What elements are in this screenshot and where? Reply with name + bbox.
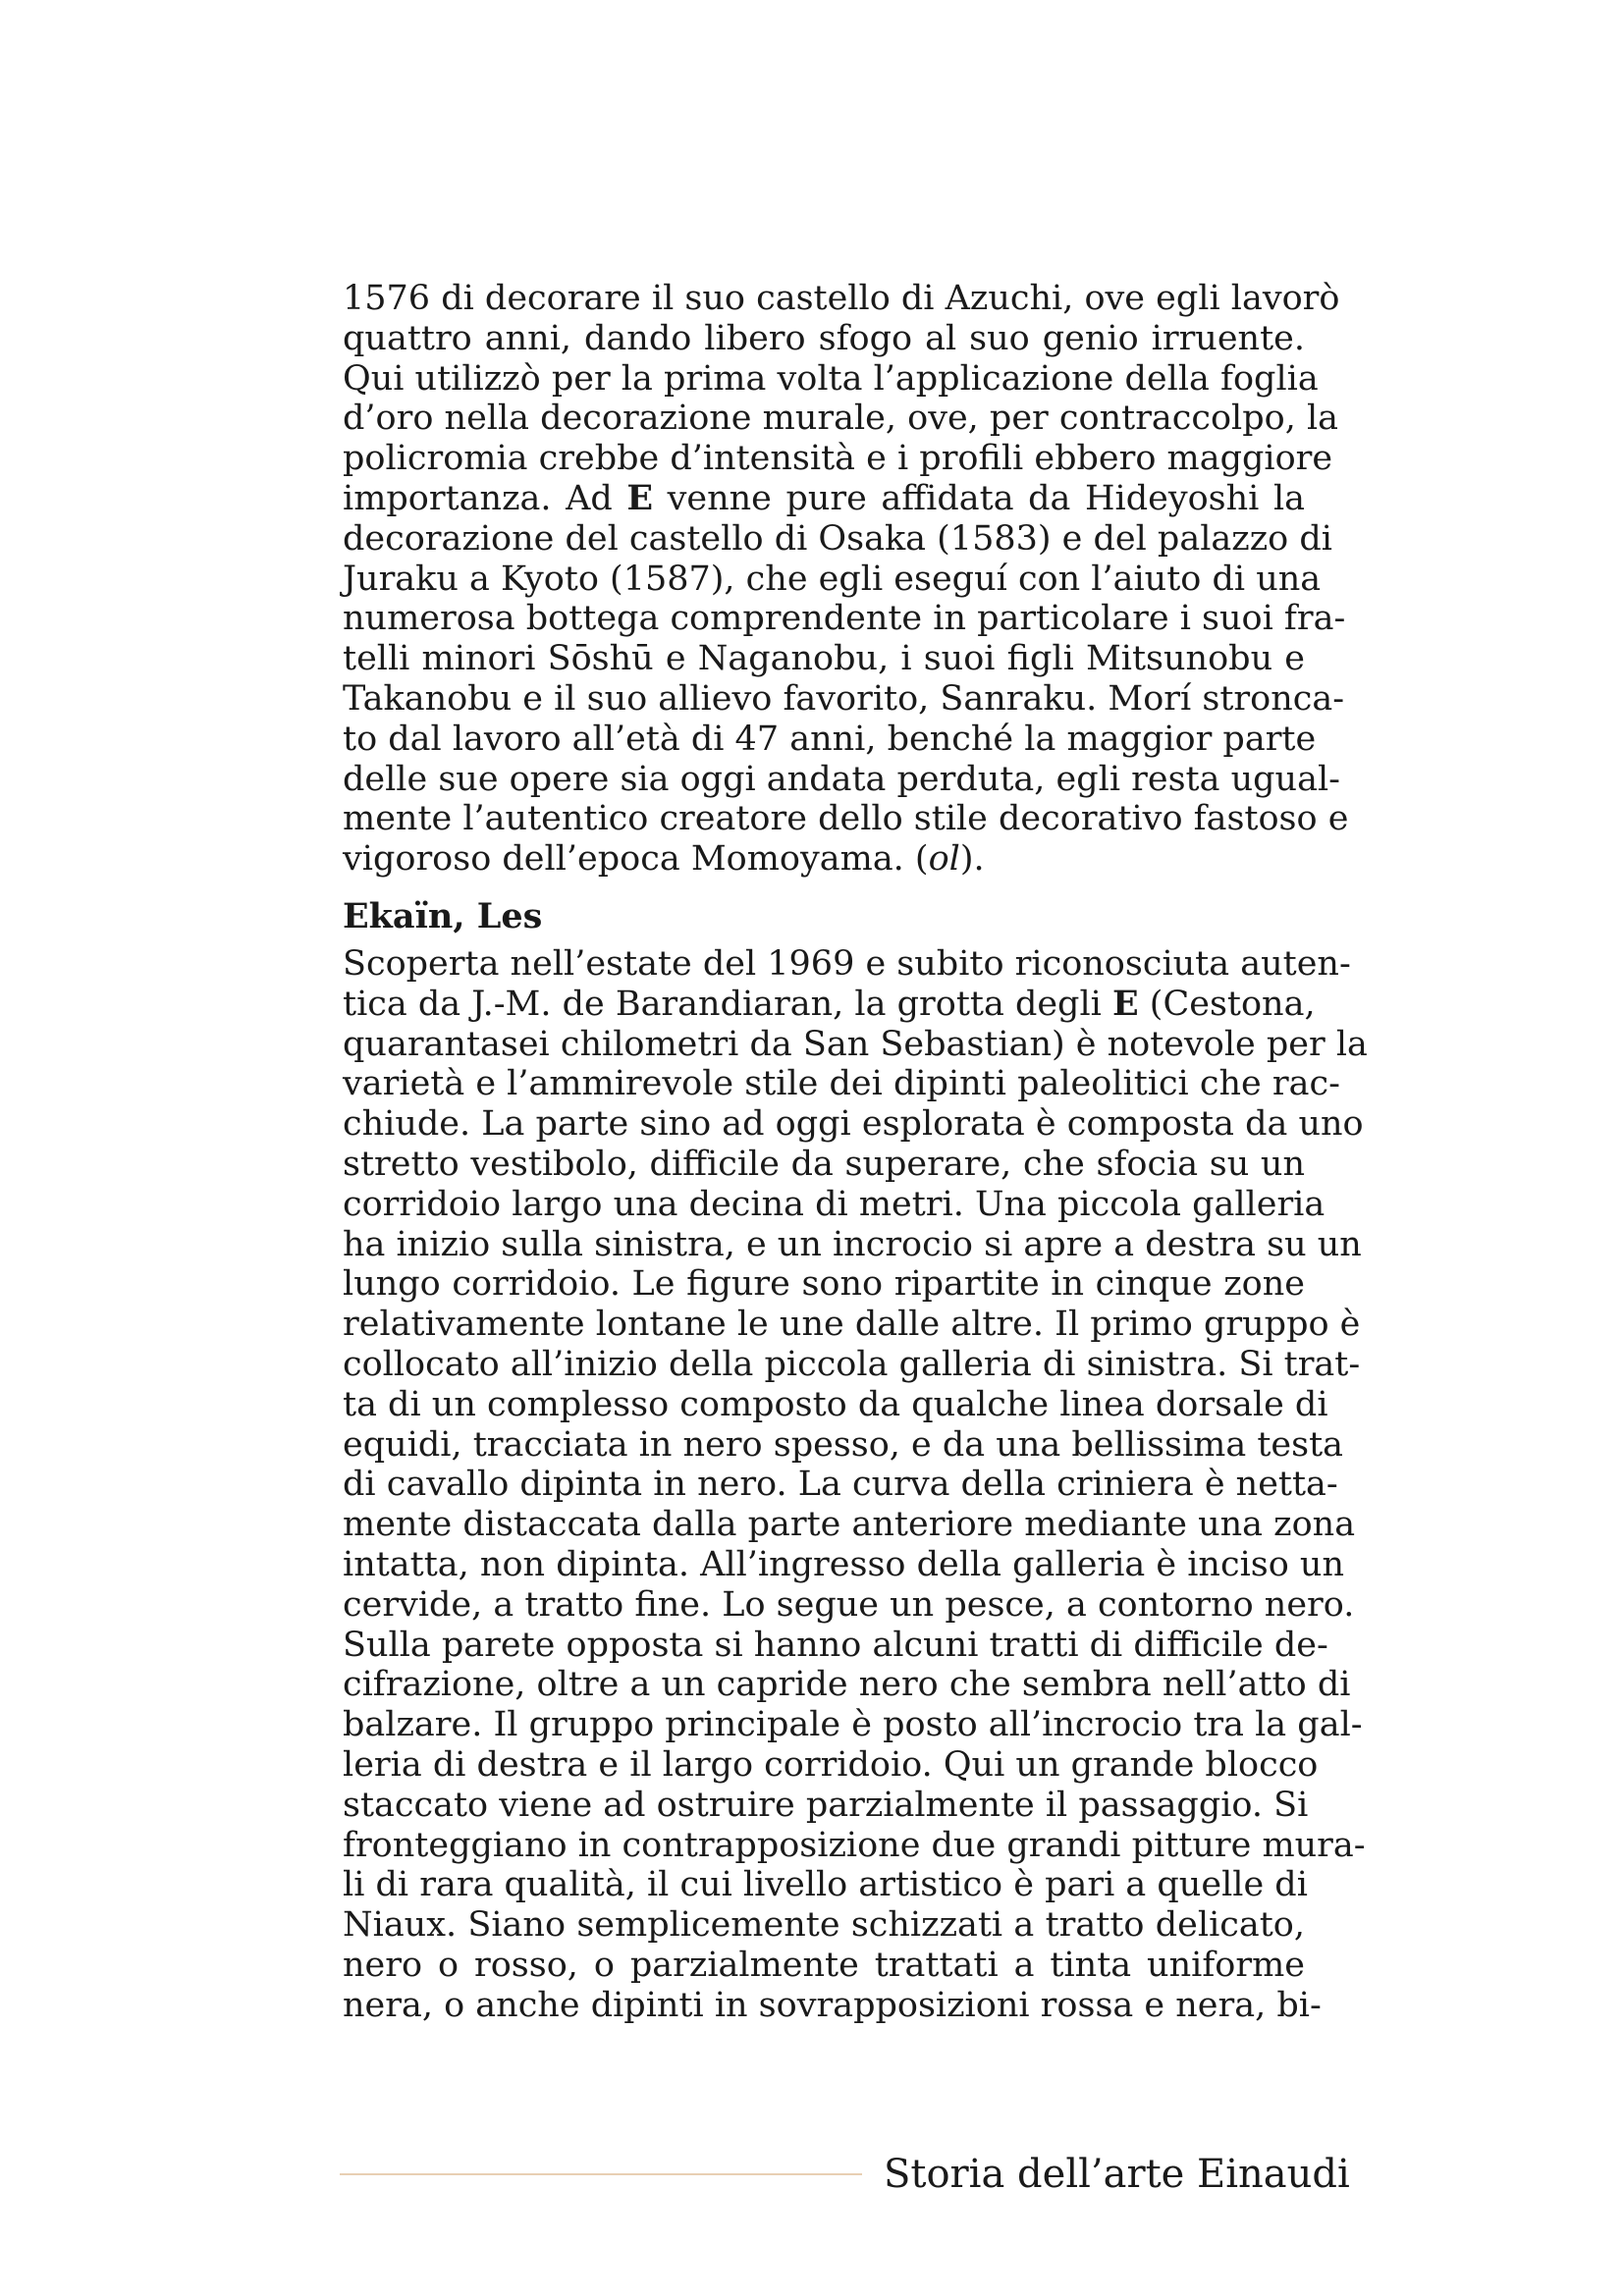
- text-line: Sulla parete opposta si hanno alcuni tratti di difficile de-: [343, 1625, 1328, 1665]
- text-run: (Cestona,: [1138, 984, 1316, 1024]
- text-run: venne pure affidata da Hideyoshi la: [653, 478, 1305, 518]
- footer-divider: [340, 2173, 862, 2175]
- text-line: stretto vestibolo, difficile da superare, che sfocia su un: [343, 1144, 1305, 1184]
- text-line: d’oro nella decorazione murale, ove, per contraccolpo, la: [343, 399, 1339, 439]
- author-initials: ol: [928, 839, 960, 880]
- paragraph-2: [343, 944, 1368, 2026]
- text-line: mente l’autentico creatore dello stile decorativo fastoso e: [343, 799, 1349, 839]
- text-line: intatta, non dipinta. All’ingresso della galleria è inciso un: [343, 1544, 1345, 1584]
- text-line: equidi, tracciata in nero spesso, e da una bellissima testa: [343, 1424, 1344, 1465]
- text-line: chiude. La parte sino ad oggi esplorata è composta da uno: [343, 1104, 1364, 1145]
- text-line: Scoperta nell’estate del 1969 e subito riconosciuta auten-: [343, 944, 1351, 984]
- text-line: delle sue opere sia oggi andata perduta, egli resta ugual-: [343, 759, 1340, 799]
- text-line: cervide, a tratto fine. Lo segue un pesce, a contorno nero.: [343, 1584, 1355, 1625]
- text-line: collocato all’inizio della piccola galleria di sinistra. Si trat-: [343, 1344, 1361, 1384]
- text-line: nera, o anche dipinti in sovrapposizioni rossa e nera, bi-: [343, 1985, 1322, 2025]
- text-line: Qui utilizzò per la prima volta l’applicazione della foglia: [343, 358, 1319, 399]
- text-line: nero o rosso, o parzialmente trattati a tinta uniforme: [343, 1945, 1305, 1985]
- text-run: vigoroso dell’epoca Momoyama. (: [343, 839, 929, 880]
- text-line: fronteggiano in contrapposizione due grandi pitture mura-: [343, 1825, 1366, 1865]
- text-run: tica da J.-M. de Barandiaran, la grotta degli: [343, 984, 1112, 1024]
- text-line: Niaux. Siano semplicemente schizzati a tratto delicato,: [343, 1905, 1305, 1946]
- text-line: di cavallo dipinta in nero. La curva della criniera è netta-: [343, 1465, 1338, 1505]
- text-run: importanza. Ad: [343, 478, 627, 518]
- text-line: lungo corridoio. Le figure sono ripartite in cinque zone: [343, 1264, 1305, 1305]
- text-line: corridoio largo una decina di metri. Una piccola galleria: [343, 1184, 1325, 1224]
- entry-abbreviation: E: [626, 477, 654, 518]
- text-line: mente distaccata dalla parte anteriore mediante una zona: [343, 1505, 1356, 1545]
- text-line: Takanobu e il suo allievo favorito, Sanraku. Morí stronca-: [343, 678, 1345, 719]
- text-line: policromia crebbe d’intensità e i profili ebbero maggiore: [343, 439, 1333, 479]
- text-line: quarantasei chilometri da San Sebastian) è notevole per la: [343, 1024, 1368, 1064]
- footer-publication-title: Storia dell’arte Einaudi: [884, 2152, 1350, 2197]
- text-line: balzare. Il gruppo principale è posto all’incrocio tra la gal-: [343, 1705, 1363, 1745]
- text-line: ta di un complesso composto da qualche linea dorsale di: [343, 1384, 1328, 1424]
- entry-abbreviation: E: [1111, 983, 1139, 1024]
- text-line: staccato viene ad ostruire parzialmente il passaggio. Si: [343, 1785, 1309, 1825]
- text-line: quattro anni, dando libero sfogo al suo genio irruente.: [343, 318, 1305, 358]
- entry-heading: Ekaïn, Les: [343, 896, 543, 936]
- text-line: [343, 983, 1316, 1025]
- text-line: leria di destra e il largo corridoio. Qui un grande blocco: [343, 1744, 1319, 1785]
- text-line: Juraku a Kyoto (1587), che egli eseguí con l’aiuto di una: [343, 559, 1322, 599]
- text-line: li di rara qualità, il cui livello artistico è pari a quelle di: [343, 1865, 1308, 1905]
- text-line: 1576 di decorare il suo castello di Azuchi, ove egli lavorò: [343, 279, 1340, 318]
- paragraph-1: [343, 279, 1349, 880]
- text-line: decorazione del castello di Osaka (1583) e del palazzo di: [343, 518, 1332, 559]
- text-line: [343, 839, 1305, 880]
- text-line: numerosa bottega comprendente in particolare i suoi fra-: [343, 599, 1346, 639]
- text-run: ).: [959, 839, 985, 880]
- text-line: varietà e l’ammirevole stile dei dipinti paleolitici che rac-: [343, 1064, 1340, 1104]
- text-line: to dal lavoro all’età di 47 anni, benché la maggior parte: [343, 719, 1317, 759]
- text-line: ha inizio sulla sinistra, e un incrocio si apre a destra su un: [343, 1224, 1362, 1264]
- text-line: telli minori Sōshū e Naganobu, i suoi figli Mitsunobu e: [343, 639, 1305, 679]
- text-line: cifrazione, oltre a un capride nero che sembra nell’atto di: [343, 1665, 1351, 1705]
- text-line: relativamente lontane le une dalle altre. Il primo gruppo è: [343, 1305, 1361, 1345]
- text-line: [343, 479, 1305, 519]
